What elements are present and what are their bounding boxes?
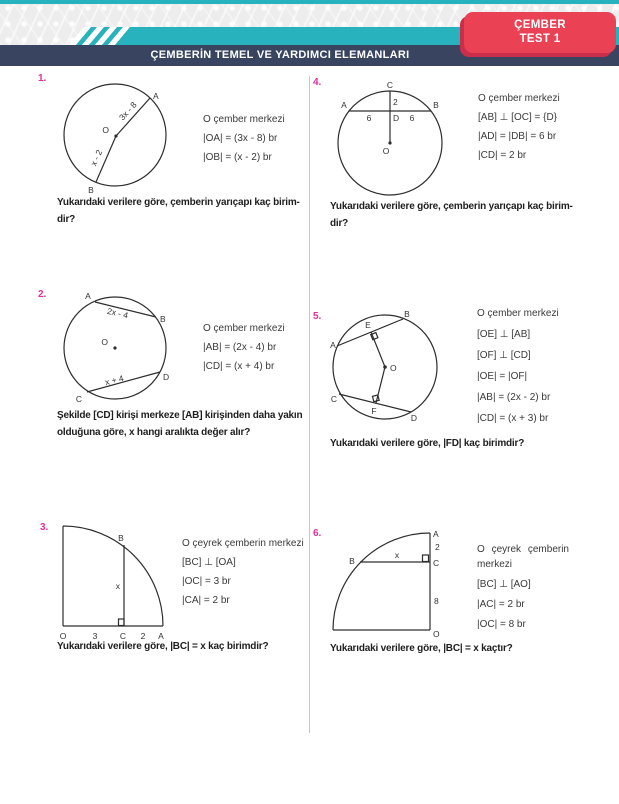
center-label-o: O	[59, 631, 67, 641]
given-line: O çeyrek çemberin merkezi	[182, 538, 304, 549]
problem-6-diagram	[325, 525, 450, 643]
center-dot	[388, 141, 391, 144]
length-label-ab: 2x - 4	[106, 305, 130, 321]
given-line: |CD| = (x + 3) br	[477, 413, 549, 424]
vertex-label-b: B	[433, 100, 439, 110]
vertex-label-d: D	[163, 372, 170, 382]
question-line: olduğuna göre, x hangi aralıkta değer alır?	[57, 426, 251, 438]
vertex-label-c: C	[119, 631, 127, 641]
quarter-arc	[63, 526, 163, 626]
given-line: O çember merkezi	[478, 93, 560, 104]
question-line: Yukarıdaki verilere göre, çemberin yarıçapı kaç birim-	[330, 201, 573, 212]
vertex-label-b: B	[404, 309, 410, 319]
problem-4-diagram	[330, 80, 455, 205]
center-dot	[113, 346, 116, 349]
problem-4-given	[478, 92, 603, 168]
question-line: dir?	[330, 217, 349, 229]
problem-4-question	[330, 199, 573, 232]
center-label-o: O	[433, 629, 440, 639]
center-label-o: O	[101, 337, 108, 347]
given-line: [BC] ⊥ [AO]	[477, 579, 531, 590]
length-label-x: x	[115, 581, 120, 591]
given-line: O çeyrek çemberin merkezi	[477, 544, 569, 570]
test-badge-subject: ÇEMBER	[514, 19, 566, 31]
point-label-e: E	[365, 320, 371, 330]
center-dot	[114, 134, 117, 137]
length-label-oc: 8	[434, 596, 439, 606]
length-label-x: x	[394, 550, 400, 560]
center-label-o: O	[102, 125, 109, 135]
problem-4-number: 4.	[313, 77, 322, 88]
page-title: ÇEMBERİN TEMEL VE YARDIMCI ELEMANLARI	[150, 49, 410, 61]
problem-2-number: 2.	[38, 289, 47, 300]
given-line: |AB| = (2x - 4) br	[203, 342, 277, 353]
length-label-cd: x + 4	[104, 372, 125, 388]
problem-6-number: 6.	[313, 528, 322, 539]
vertex-label-b: B	[349, 556, 355, 566]
given-line: |AC| = 2 br	[477, 599, 525, 610]
problem-5-given	[477, 307, 602, 433]
segment-of-line	[376, 367, 385, 403]
length-label-cd: 2	[393, 97, 398, 107]
given-line: |OC| = 3 br	[182, 576, 231, 587]
vertex-label-c: C	[386, 80, 394, 90]
given-line: O çember merkezi	[203, 323, 285, 334]
vertex-label-c: C	[330, 394, 338, 404]
given-line: |AD| = |DB| = 6 br	[478, 131, 557, 142]
given-line: |OB| = (x - 2) br	[203, 152, 272, 163]
question-line: Yukarıdaki verilere göre, |BC| = x kaç birimdir?	[57, 641, 269, 652]
given-line: [BC] ⊥ [OA]	[182, 557, 236, 568]
problem-3-number: 3.	[40, 522, 49, 533]
vertex-label-a: A	[341, 100, 347, 110]
problem-6-question	[330, 641, 513, 658]
problem-3-diagram	[50, 515, 180, 643]
vertex-label-c: C	[75, 394, 83, 404]
right-angle-mark	[119, 619, 125, 626]
problem-1-number: 1.	[38, 73, 47, 84]
problem-3-given	[182, 537, 322, 613]
problem-1-question	[57, 195, 300, 228]
vertex-label-a: A	[153, 91, 159, 101]
point-label-f: F	[371, 406, 377, 416]
given-line: |CD| = 2 br	[478, 150, 527, 161]
length-label-db: 6	[409, 113, 415, 123]
length-label-ac: 2	[435, 542, 440, 552]
problem-5-question	[330, 436, 524, 453]
right-angle-mark-f	[372, 395, 379, 402]
vertex-label-a: A	[158, 631, 164, 641]
length-label-oc: 3	[92, 631, 98, 641]
question-line: Yukarıdaki verilere göre, çemberin yarıçapı kaç birim-	[57, 197, 300, 208]
given-line: |CA| = 2 br	[182, 595, 230, 606]
problem-5-number: 5.	[313, 311, 322, 322]
right-angle-mark-e	[371, 333, 378, 340]
question-line: Yukarıdaki verilere göre, |FD| kaç birimdir?	[330, 438, 525, 449]
vertex-label-d: D	[410, 413, 418, 423]
center-dot	[383, 365, 387, 369]
vertex-label-b: B	[88, 185, 94, 195]
given-line: |AB| = (2x - 2) br	[477, 392, 551, 403]
problem-3-question	[57, 639, 268, 656]
problem-2-diagram	[55, 288, 175, 413]
right-angle-mark	[423, 555, 429, 562]
vertex-label-b: B	[118, 533, 124, 543]
question-line: Şekilde [CD] kirişi merkeze [AB] kirişinden daha yakın	[57, 410, 303, 421]
test-badge-number: TEST 1	[519, 33, 561, 45]
length-label-ca: 2	[140, 631, 146, 641]
length-label-ob: x - 2	[88, 148, 105, 168]
vertex-label-b: B	[160, 314, 166, 324]
vertex-label-a: A	[85, 291, 91, 301]
vertex-label-a: A	[433, 529, 439, 539]
vertex-label-c: C	[433, 558, 440, 568]
given-line: O çember merkezi	[203, 114, 285, 125]
given-line: |CD| = (x + 4) br	[203, 361, 275, 372]
vertex-label-a: A	[330, 340, 336, 350]
given-line: O çember merkezi	[477, 308, 559, 319]
problem-1-given	[203, 113, 318, 170]
quarter-arc	[333, 533, 430, 630]
problem-6-given	[477, 542, 569, 637]
length-label-ad: 6	[366, 113, 372, 123]
teal-underline	[0, 0, 619, 4]
problem-5-diagram	[325, 300, 460, 430]
vertex-label-d: D	[393, 113, 400, 123]
question-line: Yukarıdaki verilere göre, |BC| = x kaçtır?	[330, 643, 513, 654]
given-line: [OE] ⊥ [AB]	[477, 329, 531, 340]
given-line: |OA| = (3x - 8) br	[203, 133, 278, 144]
given-line: |OC| = 8 br	[477, 619, 526, 630]
problem-2-given	[203, 322, 318, 379]
problem-2-question	[57, 408, 302, 441]
given-line: |OE| = |OF|	[477, 371, 528, 382]
center-label-o: O	[382, 146, 390, 156]
question-line: dir?	[57, 213, 76, 225]
test-badge	[464, 12, 616, 53]
given-line: [AB] ⊥ [OC] = {D}	[478, 112, 558, 123]
center-label-o: O	[390, 363, 397, 373]
column-divider	[309, 76, 310, 733]
length-label-oa: 3x - 8	[116, 99, 139, 123]
given-line: [OF] ⊥ [CD]	[477, 350, 531, 361]
problem-1-diagram	[55, 78, 175, 200]
